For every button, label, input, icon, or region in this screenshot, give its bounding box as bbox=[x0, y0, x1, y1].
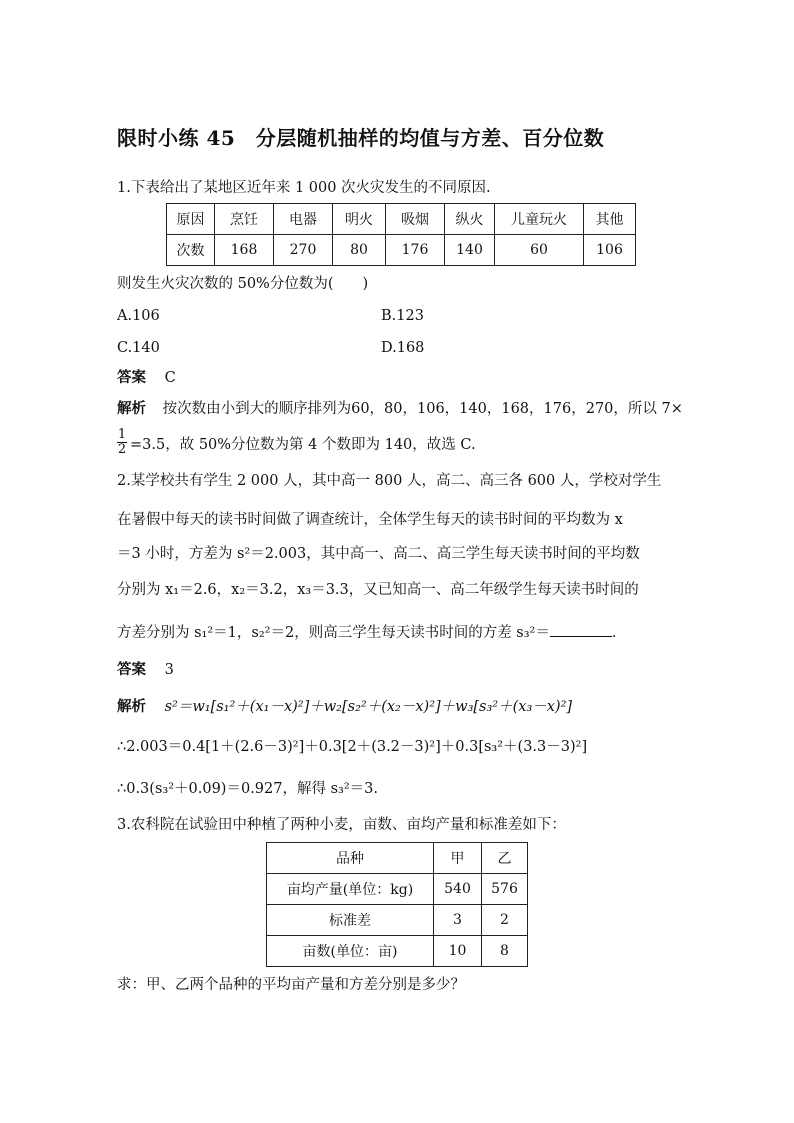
table-header-cell: 乙 bbox=[482, 843, 528, 874]
table-cell: 亩均产量(单位：kg) bbox=[267, 874, 434, 905]
q3-question: 求：甲、乙两个品种的平均亩产量和方差分别是多少？ bbox=[117, 977, 465, 993]
table-cell: 10 bbox=[434, 936, 482, 967]
table-cell: 亩数(单位：亩) bbox=[267, 936, 434, 967]
table-header-cell: 纵火 bbox=[445, 204, 495, 235]
q2-analysis bbox=[117, 697, 572, 717]
table-header-cell: 甲 bbox=[434, 843, 482, 874]
table-row bbox=[267, 936, 528, 967]
table-cell: 3 bbox=[434, 905, 482, 936]
q1-question: 则发生火灾次数的 50%分位数为( ) bbox=[117, 276, 369, 292]
table-cell: 176 bbox=[386, 235, 445, 266]
q2-stem-line2: 在暑假中每天的读书时间做了调查统计，全体学生每天的读书时间的平均数为 x bbox=[117, 512, 623, 528]
q2-analysis-step3: ∴0.3(s₃²＋0.09)＝0.927，解得 s₃²＝3. bbox=[117, 781, 378, 797]
fraction-denominator: 2 bbox=[117, 442, 127, 457]
q1-option-d: D.168 bbox=[381, 340, 425, 356]
analysis-label: 解析 bbox=[117, 698, 146, 715]
table-cell: 168 bbox=[215, 235, 274, 266]
analysis-label: 解析 bbox=[117, 400, 146, 417]
table-cell: 2 bbox=[482, 905, 528, 936]
table-header-cell: 其他 bbox=[584, 204, 636, 235]
q2-stem-line5-text: 方差分别为 s₁²＝1，s₂²＝2，则高三学生每天读书时间的方差 s₃²＝ bbox=[117, 625, 550, 641]
q1-analysis-cont: =3.5，故 50%分位数为第 4 个数即为 140，故选 C. bbox=[130, 437, 476, 453]
table-header-cell: 电器 bbox=[274, 204, 333, 235]
q1-fire-causes-table bbox=[166, 203, 636, 266]
table-header-cell: 明火 bbox=[333, 204, 386, 235]
q2-stem-line5 bbox=[117, 622, 616, 643]
table-cell: 次数 bbox=[167, 235, 215, 266]
q2-stem-line3: ＝3 小时，方差为 s²＝2.003，其中高一、高二、高三学生每天读书时间的平均数 bbox=[117, 546, 640, 562]
q3-wheat-table bbox=[266, 842, 528, 967]
q1-option-c: C.140 bbox=[117, 340, 160, 356]
table-row bbox=[267, 905, 528, 936]
q2-analysis-step2: ∴2.003＝0.4[1＋(2.6－3)²]＋0.3[2＋(3.2－3)²]＋0.3[s₃²＋(3.3－3)²] bbox=[117, 739, 588, 755]
table-cell: 540 bbox=[434, 874, 482, 905]
fraction-numerator: 1 bbox=[117, 427, 127, 442]
analysis-text: 按次数由小到大的顺序排列为60，80，106，140，168，176，270，所以 7× bbox=[162, 401, 683, 417]
q2-stem-line5-end: . bbox=[611, 625, 617, 641]
analysis-formula: s²＝w₁[s₁²＋(x₁－x)²]＋w₂[s₂²＋(x₂－x)²]＋w₃[s₃²＋(x₃－x)²] bbox=[164, 699, 573, 715]
q2-answer bbox=[117, 660, 174, 680]
answer-label: 答案 bbox=[117, 369, 146, 386]
table-cell: 标准差 bbox=[267, 905, 434, 936]
q1-stem: 1.下表给出了某地区近年来 1 000 次火灾发生的不同原因. bbox=[117, 180, 491, 196]
table-row bbox=[167, 235, 636, 266]
q1-option-a: A.106 bbox=[117, 308, 160, 324]
page-title: 限时小练 45 分层随机抽样的均值与方差、百分位数 bbox=[117, 126, 605, 150]
table-header-cell: 品种 bbox=[267, 843, 434, 874]
q1-option-b: B.123 bbox=[381, 308, 424, 324]
table-header-cell: 吸烟 bbox=[386, 204, 445, 235]
table-header-cell: 烹饪 bbox=[215, 204, 274, 235]
table-row bbox=[267, 843, 528, 874]
answer-value: 3 bbox=[164, 662, 174, 678]
answer-label: 答案 bbox=[117, 661, 146, 678]
table-cell: 8 bbox=[482, 936, 528, 967]
table-cell: 106 bbox=[584, 235, 636, 266]
answer-blank bbox=[550, 622, 612, 637]
table-cell: 270 bbox=[274, 235, 333, 266]
answer-value: C bbox=[164, 370, 176, 386]
q2-stem-line4: 分别为 x₁＝2.6，x₂＝3.2，x₃＝3.3，又已知高一、高二年级学生每天读书时间的 bbox=[117, 582, 639, 598]
table-cell: 140 bbox=[445, 235, 495, 266]
fraction-one-half bbox=[117, 428, 127, 457]
q1-answer bbox=[117, 368, 176, 388]
q1-analysis bbox=[117, 399, 683, 419]
table-row bbox=[267, 874, 528, 905]
table-header-cell: 原因 bbox=[167, 204, 215, 235]
table-cell: 60 bbox=[495, 235, 584, 266]
q2-stem-line1: 2.某学校共有学生 2 000 人，其中高一 800 人，高二、高三各 600 人，学校对学生 bbox=[117, 473, 662, 489]
q3-stem: 3.农科院在试验田中种植了两种小麦，亩数、亩均产量和标准差如下： bbox=[117, 817, 566, 833]
table-cell: 80 bbox=[333, 235, 386, 266]
table-row bbox=[167, 204, 636, 235]
table-header-cell: 儿童玩火 bbox=[495, 204, 584, 235]
table-cell: 576 bbox=[482, 874, 528, 905]
